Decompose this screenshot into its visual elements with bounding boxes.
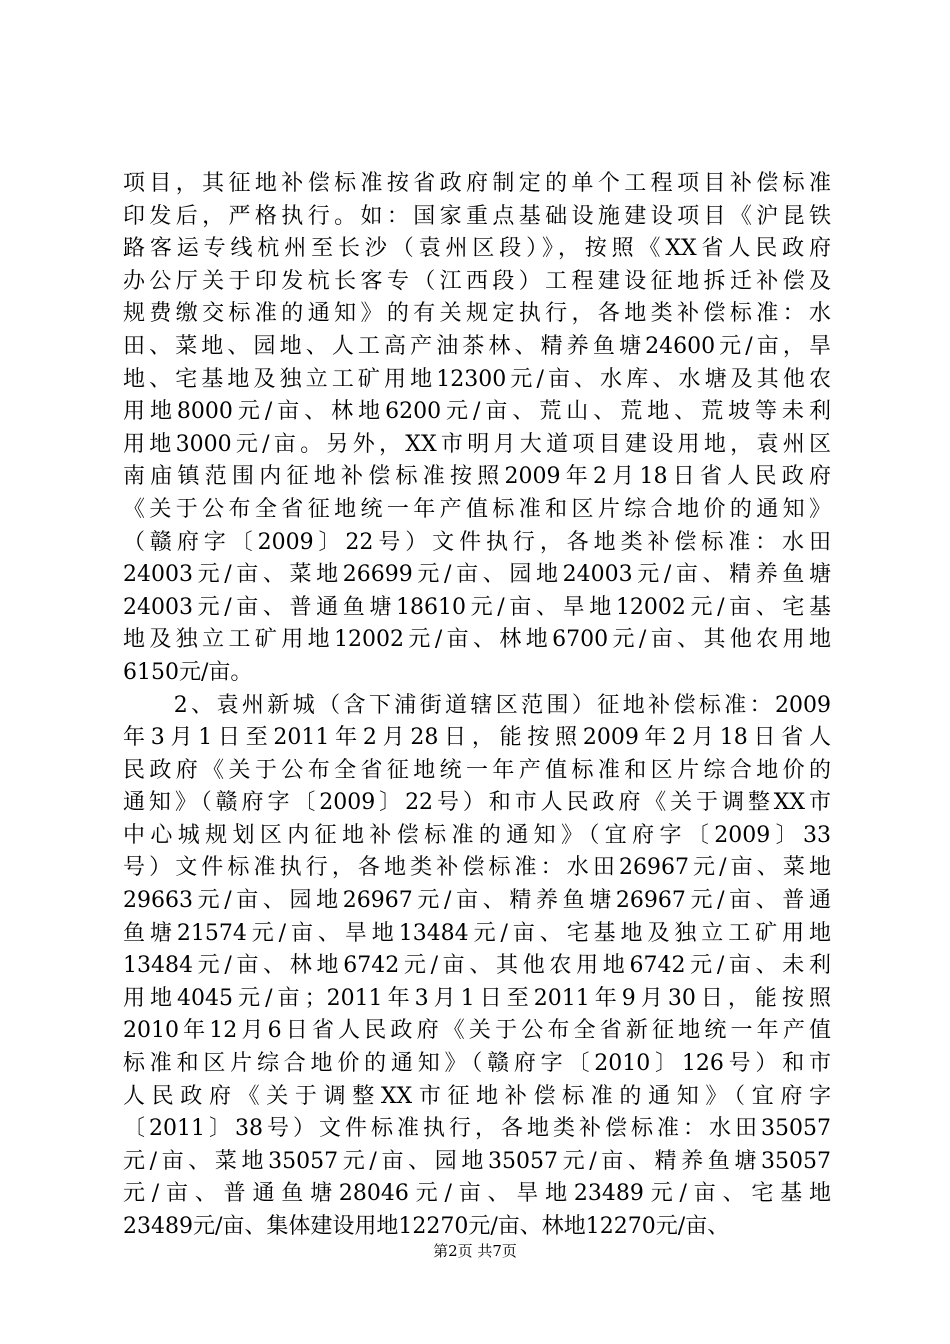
text-line: 2010年12月6日省人民政府《关于公布全省新征地统一年产值 <box>123 1018 831 1044</box>
text-line: 民政府《关于公布全省征地统一年产值标准和区片综合地价的 <box>123 757 831 783</box>
text-line: 13484元/亩、林地6742元/亩、其他农用地6742元/亩、未利 <box>123 953 831 979</box>
text-line: 通知》（赣府字〔2009〕22号）和市人民政府《关于调整XX市 <box>123 790 831 816</box>
text-line: 鱼塘21574元/亩、旱地13484元/亩、宅基地及独立工矿用地 <box>123 920 831 946</box>
text-line: 元/亩、菜地35057元/亩、园地35057元/亩、精养鱼塘35057 <box>123 1148 831 1174</box>
text-line: 标准和区片综合地价的通知》（赣府字〔2010〕126号）和市 <box>123 1051 831 1077</box>
text-line: 印发后，严格执行。如：国家重点基础设施建设项目《沪昆铁 <box>123 203 831 229</box>
text-line: 办公厅关于印发杭长客专（江西段）工程建设征地拆迁补偿及 <box>123 268 831 294</box>
text-line: 项目，其征地补偿标准按省政府制定的单个工程项目补偿标准 <box>123 171 831 196</box>
text-line: 地、宅基地及独立工矿用地12300元/亩、水库、水塘及其他农 <box>123 366 831 392</box>
text-line: 规费缴交标准的通知》的有关规定执行，各地类补偿标准：水 <box>123 301 831 327</box>
text-line: 23489元/亩、集体建设用地12270元/亩、林地12270元/亩、 <box>123 1214 730 1239</box>
text-line: （赣府字〔2009〕22号）文件执行，各地类补偿标准：水田 <box>123 529 831 555</box>
text-line: 29663元/亩、园地26967元/亩、精养鱼塘26967元/亩、普通 <box>123 888 831 914</box>
text-line: 6150元/亩。 <box>123 659 253 685</box>
text-line: 《关于公布全省征地统一年产值标准和区片综合地价的通知》 <box>123 496 831 522</box>
text-line: 中心城规划区内征地补偿标准的通知》（宜府字〔2009〕33 <box>123 822 831 848</box>
document-body <box>123 168 831 1244</box>
text-line: 用地4045元/亩；2011年3月1日至2011年9月30日，能按照 <box>123 985 831 1011</box>
text-line: 〔2011〕38号）文件标准执行，各地类补偿标准：水田35057 <box>123 1116 831 1142</box>
text-line: 24003元/亩、普通鱼塘18610元/亩、旱地12002元/亩、宅基 <box>123 594 831 620</box>
text-line: 元/亩、普通鱼塘28046元/亩、旱地23489元/亩、宅基地 <box>123 1181 831 1207</box>
text-line: 人民政府《关于调整XX市征地补偿标准的通知》（宜府字 <box>123 1083 831 1109</box>
page-footer: 第2页 共7页 <box>433 1242 517 1260</box>
text-line: 用地3000元/亩。另外，XX市明月大道项目建设用地，袁州区 <box>123 431 831 457</box>
text-line: 24003元/亩、菜地26699元/亩、园地24003元/亩、精养鱼塘 <box>123 562 831 588</box>
text-line: 用地8000元/亩、林地6200元/亩、荒山、荒地、荒坡等未利 <box>123 399 831 425</box>
text-line: 路客运专线杭州至长沙（袁州区段）》，按照《XX省人民政府 <box>123 236 831 262</box>
text-line: 2、袁州新城（含下浦街道辖区范围）征地补偿标准：2009 <box>123 692 831 718</box>
text-line: 南庙镇范围内征地补偿标准按照2009年2月18日省人民政府 <box>123 464 831 490</box>
text-line: 年3月1日至2011年2月28日，能按照2009年2月18日省人 <box>123 725 831 751</box>
text-line: 号）文件标准执行，各地类补偿标准：水田26967元/亩、菜地 <box>123 855 831 881</box>
text-line: 地及独立工矿用地12002元/亩、林地6700元/亩、其他农用地 <box>123 627 831 653</box>
text-line: 田、菜地、园地、人工高产油茶林、精养鱼塘24600元/亩，旱 <box>123 333 831 359</box>
